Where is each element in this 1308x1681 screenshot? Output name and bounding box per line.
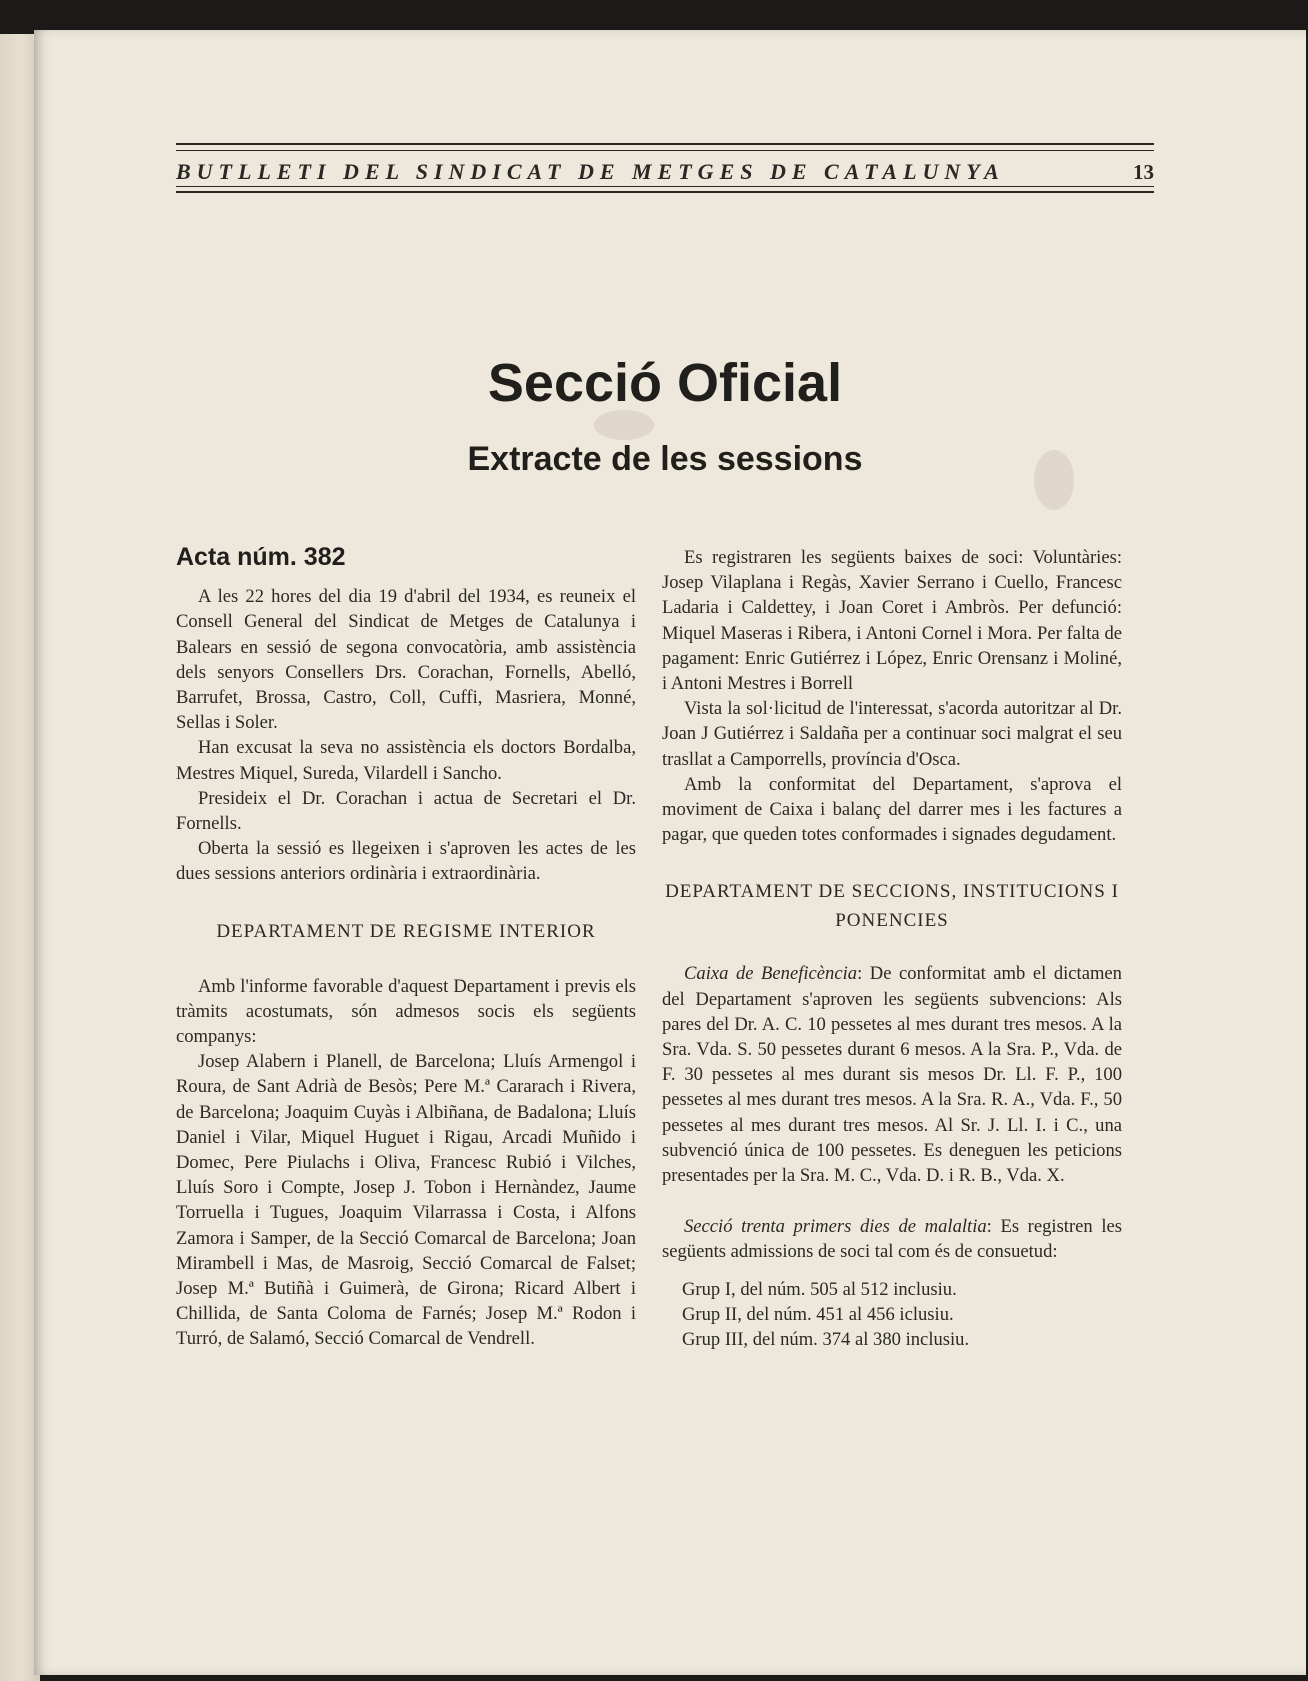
page-number: 13 [1133,159,1154,184]
paragraph: A les 22 hores del dia 19 d'abril del 1934, es reuneix el Consell General del Sindicat de Metges de Catalunya i Balears en sessió de segona convocatòria, amb assistència dels senyors Consellers Drs. Corachan, Fornells, Abelló, Barrufet, Brossa, Castro, Coll, Cuffi, Masriera, Monné, Sellas i Soler. [176,586,636,734]
department-heading: DEPARTAMENT DE SECCIONS, INSTITUCIONS I PONENCIES [665,881,1119,932]
paper-stain [594,410,654,440]
paragraph: Presideix el Dr. Corachan i actua de Secretari el Dr. Fornells. [176,787,636,835]
header-rule-bottom-thin [176,186,1154,187]
acta-heading: Acta núm. 382 [176,543,346,571]
header-rule-top [176,143,1154,145]
paragraph: Josep Alabern i Planell, de Barcelona; Lluís Armengol i Roura, de Sant Adrià de Besòs; Pere M.ª Cararach i Rivera, de Barcelona; Joaquim Cuyàs i Albiñana, de Badalona; Lluís Daniel i Vilar, Miquel Huguet i Rigau, Arcadi Muñido i Domec, Pere Piulachs i Oliva, Francesc Rubió i Vilches, Lluís Soro i Compte, Josep J. Tobon i Hernàndez, Jaume Torruella i Tugues, Joaquim Vilarrassa i Costa, i Alfons Zamora i Samper, de la Secció Comarcal de Barcelona; Joan Mirambell i Mas, de Masroig, Secció Comarcal de Falset; Josep M.ª Butiñà i Guimerà, de Girona; Ricard Albert i Chillida, de Santa Coloma de Farnés; Josep M.ª Rodon i Turró, de Salamó, Secció Comarcal de Vendrell. [176,1051,636,1350]
grup-line: Grup I, del núm. 505 al 512 inclusiu. [682,1278,957,1300]
header-rule-bottom [176,191,1154,193]
paragraph: Oberta la sessió es llegeixen i s'aproven les actes de les dues sessions anteriors ordinària i extraordinària. [176,838,636,885]
grup-line: Grup III, del núm. 374 al 380 inclusiu. [682,1329,970,1351]
right-column [662,545,1122,1352]
journal-title: BUTLLETI DEL SINDICAT DE METGES DE CATALUNYA [176,159,1005,184]
section-title: Secció Oficial [487,353,843,413]
document-page [34,30,1306,1675]
department-heading: DEPARTAMENT DE REGISME INTERIOR [216,920,596,942]
header-rule-top-thin [176,150,1154,151]
paragraph-seccio [662,1214,1122,1264]
paragraph: Amb la conformitat del Departament, s'aprova el moviment de Caixa i balanç del darrer mes i les factures a pagar, que queden totes conformades i signades degudament. [662,773,1122,846]
caixa-label: Caixa de Beneficència [684,963,858,985]
paragraph: Amb l'informe favorable d'aquest Departament i previs els tràmits acostumats, són admesos socis els següents companys: [176,975,636,1048]
paragraph: Han excusat la seva no assistència els doctors Bordalba, Mestres Miquel, Sureda, Vilardell i Sancho. [176,737,636,784]
caixa-text: : De conformitat amb el dictamen del Departament s'aproven les següents subvencions: Als pares del Dr. A. C. 10 pessetes al mes durant tres mesos. A la Sra. Vda. S. 50 pessetes durant 6 mesos. A la Sra. P., Vda. de F. 30 pessetes al mes durant sis mesos Dr. Ll. F. P., 100 pessetes al mes durant tres mesos. A la Sra. R. A., Vda. F., 50 pessetes al mes durant tres mesos. Al Sr. J. Ll. I. i C., una subvenció única de 100 pessetes. Es deneguen les peticions presentades per la Sra. M. C., Vda. D. i R. B., Vda. X. [662,963,1122,1187]
paragraph: Es registraren les següents baixes de soci: Voluntàries: Josep Vilaplana i Regàs, Xavier Serrano i Cuello, Francesc Ladaria i Caldettey, i Joan Coret i Ambròs. Per defunció: Miquel Maseras i Ribera, i Antoni Cornel i Mora. Per falta de pagament: Enric Gutiérrez i López, Enric Orensanz i Moliné, i Antoni Mestres i Borrell [662,547,1122,695]
grup-line: Grup II, del núm. 451 al 456 iclusiu. [682,1303,954,1325]
spacer [662,1188,1122,1214]
running-header [176,158,1154,186]
section-subtitle: Extracte de les sessions [467,440,863,478]
paragraph-caixa [662,961,1122,1188]
left-column [176,545,636,1352]
seccio-label: Secció trenta primers dies de malaltia [684,1216,987,1238]
paragraph: Vista la sol·licitud de l'interessat, s'acorda autoritzar al Dr. Joan J Gutiérrez i Saldaña per a continuar soci malgrat el seu trasllat a Camporrells, província d'Osca. [662,698,1122,770]
seccio-text: : Es registren les següents admissions de soci tal com és de consuetud: [662,1216,1122,1263]
